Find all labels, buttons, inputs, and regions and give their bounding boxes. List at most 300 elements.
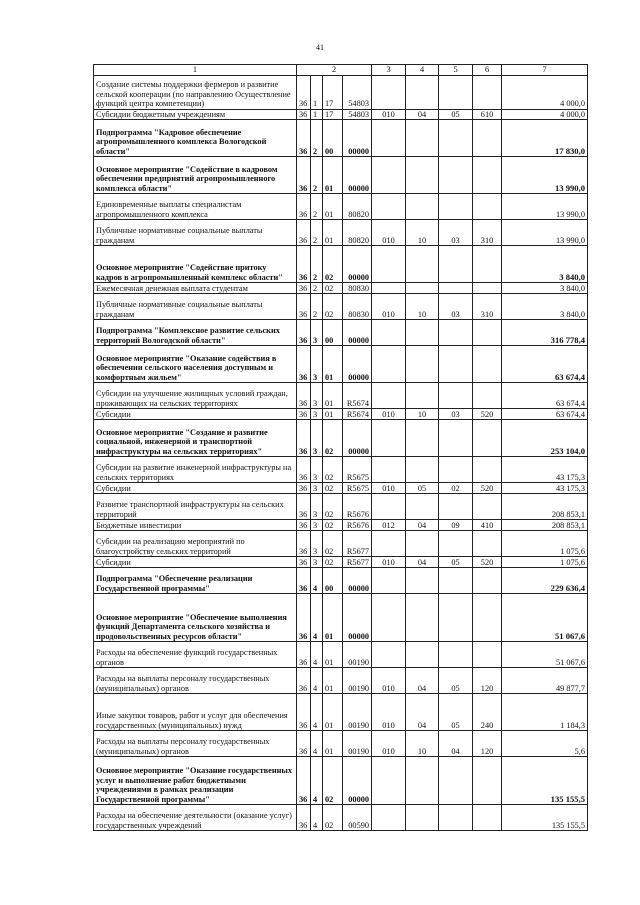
code-grbs [372,320,406,346]
code-event: 01 [323,346,343,383]
code-subsection [439,568,473,594]
code-expense-type [473,642,502,668]
code-grbs [372,531,406,557]
code-section [406,594,439,642]
code-subsection [439,320,473,346]
code-subprogram: 4 [311,757,323,805]
code-event: 01 [323,383,343,409]
code-subsection [439,457,473,483]
row-name: Расходы на обеспечение функций государственных органов [94,642,297,668]
code-section [406,420,439,457]
row-amount: 3 840,0 [502,283,588,294]
code-grbs [372,120,406,157]
code-subsection [439,383,473,409]
code-subprogram: 3 [311,409,323,420]
code-expense-type [473,120,502,157]
row-name: Основное мероприятие "Оказание содействия в обеспечении сельского населения доступным и комфортным жильем" [94,346,297,383]
code-section [406,194,439,220]
row-amount: 43 175,3 [502,457,588,483]
row-name: Субсидии [94,409,297,420]
code-event: 02 [323,757,343,805]
code-direction: R5676 [343,494,372,520]
table-row [94,420,588,457]
row-name: Расходы на выплаты персоналу государственных (муниципальных) органов [94,731,297,757]
code-expense-type [473,531,502,557]
row-amount: 63 674,4 [502,383,588,409]
code-section [406,568,439,594]
table-row [94,557,588,568]
code-subsection [439,420,473,457]
row-amount: 49 877,7 [502,668,588,694]
code-subprogram: 2 [311,294,323,320]
code-direction: R5677 [343,557,372,568]
table-row [94,109,588,120]
code-subsection: 05 [439,668,473,694]
code-section [406,642,439,668]
code-expense-type [473,320,502,346]
code-section [406,346,439,383]
code-event: 01 [323,194,343,220]
code-event: 02 [323,246,343,283]
table-row [94,731,588,757]
row-name: Основное мероприятие "Содействие притоку кадров в агропромышленный комплекс области" [94,246,297,283]
code-event: 01 [323,642,343,668]
code-grbs [372,157,406,194]
code-program: 36 [297,109,311,120]
code-event: 01 [323,409,343,420]
row-name: Расходы на выплаты персоналу государственных (муниципальных) органов [94,668,297,694]
code-direction: 00000 [343,568,372,594]
table-row [94,283,588,294]
code-subsection [439,120,473,157]
code-program: 36 [297,557,311,568]
code-section [406,246,439,283]
table-row [94,346,588,383]
row-amount: 63 674,4 [502,409,588,420]
row-amount: 316 778,4 [502,320,588,346]
code-expense-type: 520 [473,557,502,568]
code-grbs: 010 [372,220,406,246]
header-col-3: 3 [372,65,406,76]
code-section: 04 [406,668,439,694]
row-amount: 17 830,0 [502,120,588,157]
row-name: Субсидии на улучшение жилищных условий граждан, проживающих на сельских территориях [94,383,297,409]
code-subprogram: 3 [311,483,323,494]
code-program: 36 [297,494,311,520]
code-section [406,531,439,557]
table-row [94,320,588,346]
code-program: 36 [297,668,311,694]
code-subsection: 04 [439,731,473,757]
table-row [94,483,588,494]
table-header-row [94,65,588,76]
code-direction: 00590 [343,805,372,831]
row-amount: 3 840,0 [502,294,588,320]
code-direction: 00000 [343,246,372,283]
code-program: 36 [297,346,311,383]
row-amount: 13 990,0 [502,157,588,194]
code-program: 36 [297,731,311,757]
code-subsection [439,75,473,109]
code-event: 00 [323,120,343,157]
code-expense-type: 520 [473,483,502,494]
code-subprogram: 2 [311,220,323,246]
row-name: Субсидии на развитие инженерной инфраструктуры на сельских территориях [94,457,297,483]
code-direction: 80820 [343,220,372,246]
code-direction: R5674 [343,383,372,409]
code-subsection: 03 [439,409,473,420]
code-grbs: 010 [372,294,406,320]
code-subprogram: 3 [311,494,323,520]
code-subprogram: 4 [311,594,323,642]
row-name: Единовременные выплаты специалистам агропромышленного комплекса [94,194,297,220]
code-program: 36 [297,220,311,246]
code-program: 36 [297,805,311,831]
code-subprogram: 3 [311,531,323,557]
code-direction: 00000 [343,594,372,642]
code-section: 04 [406,109,439,120]
code-subsection: 05 [439,109,473,120]
code-subsection [439,531,473,557]
row-amount: 1 075,6 [502,531,588,557]
code-expense-type [473,194,502,220]
code-expense-type: 120 [473,731,502,757]
row-amount: 4 000,0 [502,109,588,120]
code-section: 04 [406,520,439,531]
code-grbs [372,805,406,831]
code-subprogram: 1 [311,75,323,109]
code-grbs: 010 [372,668,406,694]
code-expense-type [473,283,502,294]
table-row [94,294,588,320]
code-program: 36 [297,568,311,594]
code-subprogram: 2 [311,120,323,157]
code-section: 05 [406,483,439,494]
code-subprogram: 3 [311,420,323,457]
code-expense-type [473,346,502,383]
code-subsection [439,642,473,668]
code-event: 17 [323,109,343,120]
code-direction: 00000 [343,420,372,457]
code-program: 36 [297,757,311,805]
row-name: Основное мероприятие "Оказание государственных услуг и выполнение работ бюджетными учреждениями в рамках реализации Государственной программы" [94,757,297,805]
code-subprogram: 3 [311,320,323,346]
table-row [94,757,588,805]
row-amount: 1 184,3 [502,694,588,731]
code-grbs [372,75,406,109]
row-amount: 229 636,4 [502,568,588,594]
code-event: 01 [323,157,343,194]
code-program: 36 [297,531,311,557]
table-row [94,457,588,483]
code-program: 36 [297,75,311,109]
page-number: 41 [316,43,324,52]
code-expense-type: 610 [473,109,502,120]
code-event: 02 [323,420,343,457]
table-row [94,157,588,194]
table-row [94,120,588,157]
code-section: 10 [406,409,439,420]
row-amount: 3 840,0 [502,246,588,283]
row-name: Публичные нормативные социальные выплаты гражданам [94,220,297,246]
code-grbs [372,757,406,805]
code-subprogram: 3 [311,520,323,531]
code-section: 10 [406,220,439,246]
code-event: 02 [323,520,343,531]
code-subprogram: 3 [311,557,323,568]
code-program: 36 [297,246,311,283]
code-subsection: 05 [439,557,473,568]
code-subsection [439,157,473,194]
code-direction: 80830 [343,283,372,294]
row-name: Основное мероприятие "Содействие в кадровом обеспечении предприятий агропромышленного комплекса области" [94,157,297,194]
row-amount: 1 075,6 [502,557,588,568]
table-row [94,383,588,409]
header-col-6: 6 [473,65,502,76]
row-amount: 51 067,6 [502,594,588,642]
row-name: Публичные нормативные социальные выплаты гражданам [94,294,297,320]
code-section: 04 [406,557,439,568]
row-name: Субсидии бюджетным учреждениям [94,109,297,120]
code-section [406,457,439,483]
header-col-5: 5 [439,65,473,76]
code-grbs: 010 [372,731,406,757]
code-direction: R5677 [343,531,372,557]
code-program: 36 [297,283,311,294]
code-program: 36 [297,194,311,220]
row-name: Развитие транспортной инфраструктуры на сельских территорий [94,494,297,520]
code-subsection: 02 [439,483,473,494]
code-subprogram: 3 [311,383,323,409]
row-name: Субсидии на реализацию мероприятий по благоустройству сельских территорий [94,531,297,557]
code-grbs [372,594,406,642]
code-event: 02 [323,805,343,831]
code-subsection [439,346,473,383]
table-row [94,694,588,731]
code-subsection [439,594,473,642]
code-program: 36 [297,642,311,668]
code-grbs: 010 [372,109,406,120]
code-event: 02 [323,294,343,320]
code-section [406,805,439,831]
code-expense-type: 240 [473,694,502,731]
code-section [406,383,439,409]
code-grbs [372,568,406,594]
code-direction: 00190 [343,642,372,668]
code-event: 00 [323,320,343,346]
code-expense-type: 310 [473,220,502,246]
code-grbs [372,420,406,457]
code-expense-type: 310 [473,294,502,320]
row-amount: 208 853,1 [502,520,588,531]
code-program: 36 [297,520,311,531]
row-amount: 13 990,0 [502,194,588,220]
code-grbs [372,642,406,668]
code-event: 00 [323,568,343,594]
code-program: 36 [297,409,311,420]
code-direction: R5675 [343,483,372,494]
code-subprogram: 2 [311,194,323,220]
table-row [94,568,588,594]
code-expense-type: 410 [473,520,502,531]
code-section [406,494,439,520]
table-row [94,494,588,520]
code-section [406,320,439,346]
code-grbs: 010 [372,483,406,494]
code-subprogram: 4 [311,568,323,594]
code-expense-type [473,246,502,283]
code-subprogram: 2 [311,283,323,294]
code-section [406,157,439,194]
table-row [94,594,588,642]
code-event: 01 [323,694,343,731]
code-expense-type [473,157,502,194]
table-row [94,642,588,668]
code-subprogram: 4 [311,668,323,694]
code-grbs [372,457,406,483]
row-name: Иные закупки товаров, работ и услуг для обеспечения государственных (муниципальных) нужд [94,694,297,731]
code-expense-type [473,594,502,642]
table-row [94,220,588,246]
code-direction: R5674 [343,409,372,420]
row-amount: 13 990,0 [502,220,588,246]
code-direction: 00000 [343,757,372,805]
code-expense-type [473,568,502,594]
code-direction: R5675 [343,457,372,483]
row-name: Создание системы поддержки фермеров и развитие сельской кооперации (по направлению Осуществление функций центра компетенции) [94,75,297,109]
code-event: 02 [323,494,343,520]
header-col-7: 7 [502,65,588,76]
code-event: 02 [323,283,343,294]
row-amount: 208 853,1 [502,494,588,520]
code-program: 36 [297,594,311,642]
row-amount: 43 175,3 [502,483,588,494]
row-name: Расходы на обеспечение деятельности (оказание услуг) государственных учреждений [94,805,297,831]
budget-table [93,64,588,831]
row-amount: 5,6 [502,731,588,757]
code-direction: R5676 [343,520,372,531]
code-expense-type [473,757,502,805]
code-section: 10 [406,731,439,757]
row-name: Субсидии [94,557,297,568]
code-section [406,120,439,157]
code-direction: 00190 [343,668,372,694]
code-expense-type [473,383,502,409]
code-section: 10 [406,294,439,320]
header-col-4: 4 [406,65,439,76]
row-name: Субсидии [94,483,297,494]
code-expense-type [473,805,502,831]
table-row [94,246,588,283]
row-name: Основное мероприятие "Обеспечение выполнения функций Департамента сельского хозяйства и продовольственных ресурсов области" [94,594,297,642]
code-subprogram: 4 [311,805,323,831]
code-expense-type [473,75,502,109]
code-grbs: 012 [372,520,406,531]
code-subsection [439,246,473,283]
row-amount: 135 155,5 [502,805,588,831]
code-program: 36 [297,420,311,457]
code-subsection: 03 [439,294,473,320]
table-row [94,531,588,557]
row-name: Основное мероприятие "Создание и развитие социальной, инженерной и транспортной инфраструктуры на сельских территориях" [94,420,297,457]
code-subprogram: 2 [311,246,323,283]
code-program: 36 [297,694,311,731]
code-subsection: 09 [439,520,473,531]
code-subsection: 05 [439,694,473,731]
code-expense-type [473,494,502,520]
code-subprogram: 1 [311,109,323,120]
code-program: 36 [297,483,311,494]
code-subprogram: 3 [311,346,323,383]
code-section [406,75,439,109]
code-direction: 00190 [343,731,372,757]
code-grbs [372,494,406,520]
row-name: Ежемесячная денежная выплата студентам [94,283,297,294]
code-program: 36 [297,320,311,346]
code-grbs: 010 [372,557,406,568]
code-direction: 54803 [343,75,372,109]
code-subsection: 03 [439,220,473,246]
header-col-1: 1 [94,65,297,76]
code-subsection [439,494,473,520]
code-expense-type [473,457,502,483]
code-event: 02 [323,531,343,557]
code-subprogram: 2 [311,157,323,194]
table-row [94,194,588,220]
code-subprogram: 4 [311,694,323,731]
code-grbs [372,194,406,220]
code-event: 02 [323,483,343,494]
code-grbs [372,283,406,294]
table-row [94,520,588,531]
code-program: 36 [297,294,311,320]
code-subsection [439,283,473,294]
code-expense-type: 120 [473,668,502,694]
table-row [94,75,588,109]
table-row [94,805,588,831]
code-program: 36 [297,157,311,194]
code-expense-type [473,420,502,457]
row-name: Подпрограмма "Обеспечение реализации Государственной программы" [94,568,297,594]
code-grbs [372,246,406,283]
code-section: 04 [406,694,439,731]
row-name: Бюджетные инвестиции [94,520,297,531]
row-amount: 4 000,0 [502,75,588,109]
code-direction: 00000 [343,120,372,157]
code-subsection [439,805,473,831]
code-section [406,283,439,294]
code-program: 36 [297,457,311,483]
code-direction: 00000 [343,346,372,383]
code-direction: 00000 [343,320,372,346]
code-grbs [372,346,406,383]
code-section [406,757,439,805]
code-direction: 00190 [343,694,372,731]
code-event: 01 [323,731,343,757]
header-col-2: 2 [297,65,372,76]
code-event: 02 [323,457,343,483]
code-direction: 54803 [343,109,372,120]
code-event: 01 [323,668,343,694]
code-direction: 80820 [343,194,372,220]
code-subprogram: 4 [311,731,323,757]
table-row [94,409,588,420]
row-name: Подпрограмма "Кадровое обеспечение агропромышленного комплекса Вологодской области" [94,120,297,157]
code-event: 01 [323,220,343,246]
code-program: 36 [297,120,311,157]
code-subsection [439,757,473,805]
table-row [94,668,588,694]
